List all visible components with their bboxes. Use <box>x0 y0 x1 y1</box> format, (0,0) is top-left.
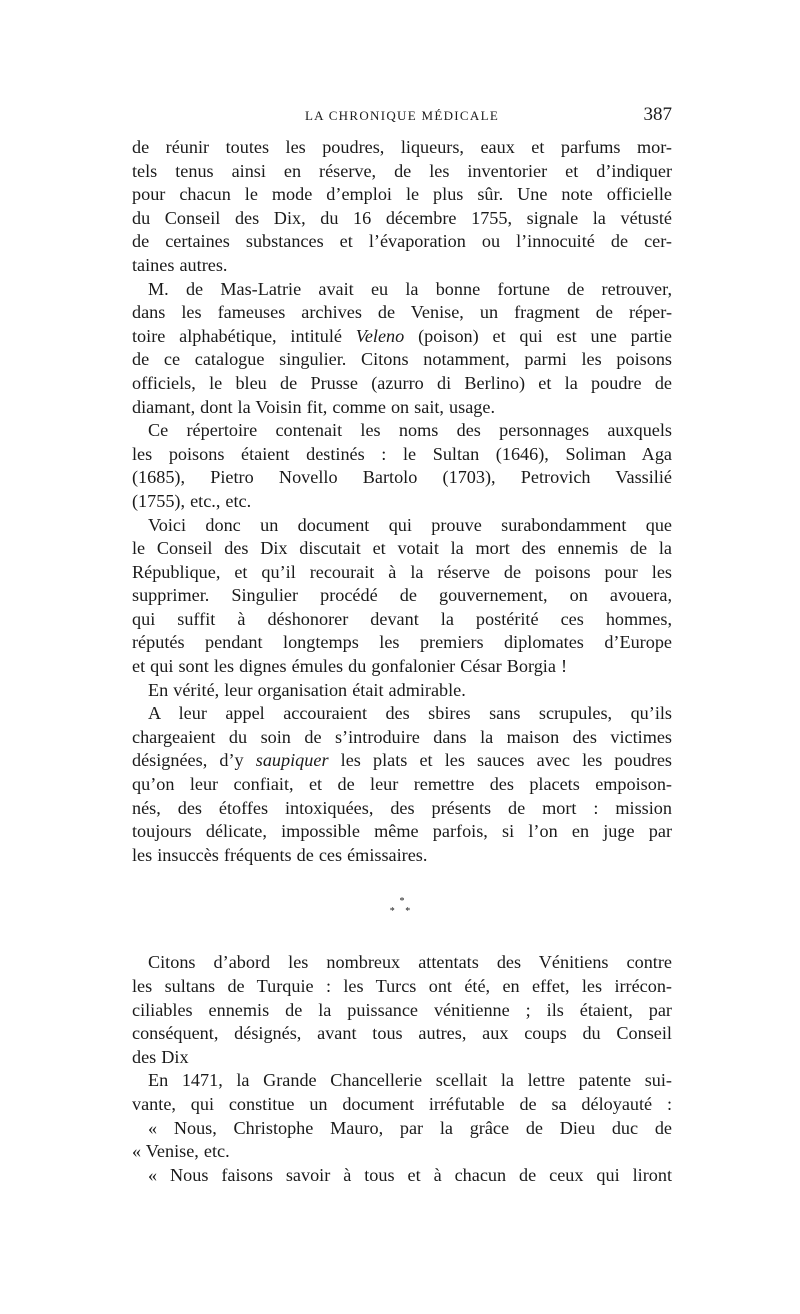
text-line: de ce catalogue singulier. Citons notamment, parmi les poisons <box>132 349 672 370</box>
text-line: nés, des étoffes intoxiquées, des présents de mort : mission <box>132 797 672 818</box>
text-line: pour chacun le mode d’emploi le plus sûr. Une note officielle <box>132 184 672 205</box>
text-line: (1755), etc., etc. <box>132 490 252 511</box>
text-line: qui suffit à déshonorer devant la postérité ces hommes, <box>132 608 672 629</box>
text-line: les sultans de Turquie : les Turcs ont été, en effet, les irrécon- <box>132 976 672 996</box>
paragraph-4 <box>132 514 672 679</box>
text-line: « Venise, etc. <box>132 1141 230 1162</box>
text-line: Citons d’abord les nombreux attentats des Vénitiens contre <box>148 952 672 973</box>
paragraph-5 <box>132 679 672 703</box>
text-line: chargeaient du soin de s’introduire dans la maison des victimes <box>132 726 672 747</box>
text-line-with-italic <box>132 325 672 349</box>
text-line: les insuccès fréquents de ces émissaires. <box>132 844 428 865</box>
text-line: vante, qui constitue un document irréfutable de sa déloyauté : <box>132 1093 672 1114</box>
running-header <box>132 104 672 130</box>
paragraph-8 <box>132 1069 672 1116</box>
text-line: du Conseil des Dix, du 16 décembre 1755, signale la vétusté <box>132 207 672 228</box>
text-line: Voici donc un document qui prouve surabondamment que <box>148 514 672 535</box>
italic-term: saupiquer <box>255 750 329 771</box>
text-line: République, et qu’il recourait à la réserve de poisons pour les <box>132 561 672 582</box>
text-line: « Nous faisons savoir à tous et à chacun de ceux qui liront <box>148 1164 672 1185</box>
paragraph-1 <box>132 136 672 278</box>
text-line: En 1471, la Grande Chancellerie scellait la lettre patente sui- <box>148 1070 672 1091</box>
text-line: de certaines substances et l’évaporation ou l’innocuité de cer- <box>132 231 672 252</box>
text-fragment: toire alphabétique, intitulé <box>132 325 356 346</box>
paragraph-2 <box>132 278 672 420</box>
paragraph-6 <box>132 702 672 867</box>
paragraph-7 <box>132 951 672 1069</box>
asterism-top: * <box>399 896 405 908</box>
asterism-bottom: * * <box>389 906 415 918</box>
text-line: ciliables ennemis de la puissance vénitienne ; ils étaient, par <box>132 999 672 1020</box>
text-line: qu’on leur confiait, et de leur remettre des placets empoison- <box>132 774 672 795</box>
text-line: et qui sont les dignes émules du gonfalonier César Borgia ! <box>132 656 568 677</box>
text-fragment: (poison) et qui est une partie <box>404 325 672 346</box>
text-line: M. de Mas-Latrie avait eu la bonne fortune de retrouver, <box>148 278 672 299</box>
text-line-with-italic <box>132 749 672 773</box>
text-line: des Dix <box>132 1046 189 1067</box>
quotation-2 <box>132 1164 672 1188</box>
text-line: les poisons étaient destinés : le Sultan (1646), Soliman Aga <box>132 443 672 464</box>
text-line: Ce répertoire contenait les noms des personnages auxquels <box>148 420 672 441</box>
text-line: de réunir toutes les poudres, liqueurs, eaux et parfums mor- <box>132 137 672 157</box>
running-title: LA CHRONIQUE MÉDICALE <box>304 108 500 123</box>
text-line: A leur appel accouraient des sbires sans scrupules, qu’ils <box>148 703 672 724</box>
page-number: 387 <box>643 104 672 125</box>
book-page <box>132 104 672 1187</box>
text-line: réputés pendant longtemps les premiers diplomates d’Europe <box>132 632 672 653</box>
text-line: (1685), Pietro Novello Bartolo (1703), Petrovich Vassilié <box>132 467 672 488</box>
text-line: diamant, dont la Voisin fit, comme on sait, usage. <box>132 396 495 417</box>
text-line: « Nous, Christophe Mauro, par la grâce de Dieu duc de <box>148 1117 672 1138</box>
text-line: tels tenus ainsi en réserve, de les inventorier et d’indiquer <box>132 160 672 181</box>
section-separator <box>132 875 672 931</box>
text-line: le Conseil des Dix discutait et votait la mort des ennemis de la <box>132 538 672 559</box>
text-line: supprimer. Singulier procédé de gouvernement, on avouera, <box>132 585 672 606</box>
text-line: dans les fameuses archives de Venise, un fragment de réper- <box>132 302 672 323</box>
text-line: En vérité, leur organisation était admirable. <box>148 679 466 700</box>
quotation-1 <box>132 1117 672 1164</box>
text-line: taines autres. <box>132 254 228 275</box>
text-line: toujours délicate, impossible même parfois, si l’on en juge par <box>132 821 672 842</box>
paragraph-3 <box>132 419 672 513</box>
text-fragment: les plats et les sauces avec les poudres <box>328 750 672 771</box>
text-line: conséquent, désignés, avant tous autres, aux coups du Conseil <box>132 1023 672 1044</box>
text-line: officiels, le bleu de Prusse (azurro di Berlino) et la poudre de <box>132 372 672 393</box>
italic-term: Veleno <box>355 325 405 346</box>
text-fragment: désignées, d’y <box>132 750 256 771</box>
